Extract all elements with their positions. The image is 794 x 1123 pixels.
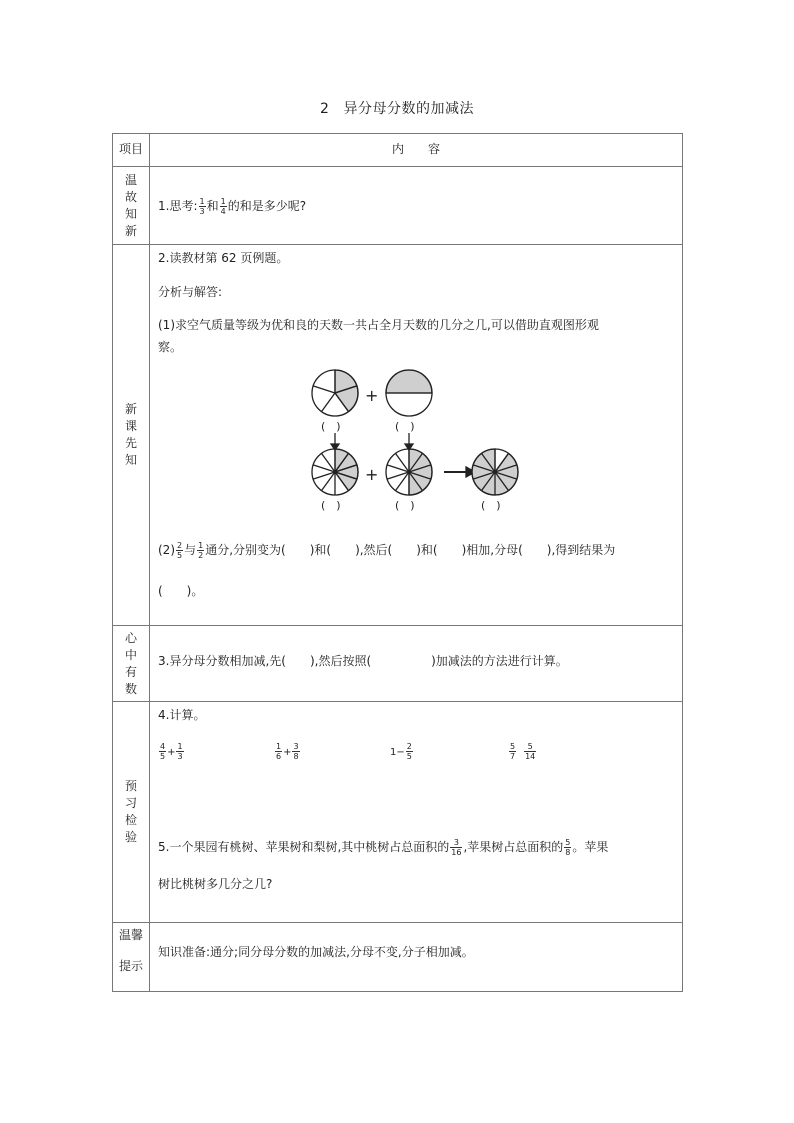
calc-item-1 [158,742,185,761]
question-4: 4.计算。 [158,708,206,722]
label-char: 预 [124,779,137,793]
p2-text-mid: 与 [184,543,197,557]
p2-text-a: (2) [158,543,175,557]
question-5-line-2: 树比桃树多几分之几? [158,877,273,891]
title-text: 异分母分数的加减法 [343,101,474,117]
fraction [197,541,204,560]
fraction-numerator: 1 [177,742,183,751]
operator: 1− [390,747,405,758]
content-preview [150,245,683,626]
plus-sign: + [365,465,379,484]
row-mind [113,626,683,702]
analysis-heading: 分析与解答: [158,285,223,299]
fraction [564,838,571,857]
fraction [199,197,206,216]
fraction-numerator: 3 [293,742,299,751]
fraction [220,197,227,216]
fraction [509,742,516,761]
label-char: 有 [124,664,137,679]
pie-halves [386,370,432,416]
fraction-denominator: 3 [177,752,183,761]
label-char: 知 [124,453,137,467]
label-char: 温馨 [118,928,143,942]
row-tip [113,923,683,992]
label-char: 先 [124,436,137,450]
label-check [113,702,150,923]
title-number: 2 [320,101,330,117]
row-review [113,167,683,245]
fraction-numerator: 5 [524,742,536,752]
label-preview [113,245,150,626]
header-col1-text: 项目 [118,142,143,156]
fraction [159,742,166,761]
blank-paren: ( ) [395,420,415,433]
label-char: 中 [124,647,137,662]
operator: + [283,747,292,758]
fraction-denominator: 14 [525,752,536,761]
operator: + [167,747,176,758]
page-title [0,98,794,118]
question-3: 3.异分母分数相加减,先( ),然后按照( )加减法的方法进行计算。 [158,654,568,668]
fraction [275,742,282,761]
fraction-denominator: 3 [199,207,205,216]
calc-item-4 [508,742,537,761]
tip-text: 知识准备:通分;同分母分数的加减法,分母不变,分子相加减。 [158,945,474,959]
pie-tenths-b [386,449,432,495]
fraction-numerator: 5 [510,742,516,751]
header-row [113,134,683,167]
calc-item-2 [274,742,301,761]
part-2-line-1 [158,541,615,560]
label-char: 验 [124,830,137,844]
label-char: 课 [124,419,137,433]
label-char: 习 [124,796,137,810]
label-char: 知 [124,206,137,221]
row-preview [113,245,683,626]
blank-paren: ( ) [321,420,341,433]
q5-text-mid: ,苹果树占总面积的 [463,840,564,854]
fraction-numerator: 5 [565,838,571,847]
label-char: 温 [124,172,137,187]
fraction-denominator: 7 [510,752,516,761]
q1-text-mid: 和 [206,199,219,213]
fraction [450,838,462,857]
calc-item-3 [390,742,414,761]
fraction-numerator: 1 [220,197,226,206]
fraction-numerator: 1 [199,197,205,206]
fraction-denominator: 16 [451,848,462,857]
label-char: 数 [124,681,137,696]
question-2: 2.读教材第 62 页例题。 [158,251,289,265]
fraction-denominator: 5 [177,551,183,560]
fraction-denominator: 6 [276,752,282,761]
label-tip [113,923,150,992]
q1-text-b: 的和是多少呢? [227,199,307,213]
fraction-denominator: 8 [293,752,299,761]
fraction-numerator: 3 [450,838,462,848]
content-tip [150,923,683,992]
pie-fifths [312,370,358,416]
content-mind [150,626,683,702]
label-char: 故 [124,189,137,204]
worksheet-table [112,133,683,992]
fraction-numerator: 1 [276,742,282,751]
fraction [524,742,536,761]
blank-paren: ( ) [481,499,501,512]
label-char: 检 [124,813,137,827]
label-char: 新 [124,223,137,238]
fraction [292,742,299,761]
plus-sign: + [365,386,379,405]
question-1 [158,197,306,216]
content-check [150,702,683,923]
fraction [406,742,413,761]
p2-text-b: 通分,分别变为( )和( ),然后( )和( )相加,分母( ),得到结果为 [205,543,616,557]
label-char: 新 [124,402,137,416]
pie-tenths-a [312,449,358,495]
fraction-denominator: 8 [565,848,571,857]
fraction-numerator: 2 [177,541,183,550]
label-review [113,167,150,245]
blank-paren: ( ) [395,499,415,512]
part-1-line-2: 察。 [158,340,183,354]
fraction [176,742,183,761]
q1-text-a: 1.思考: [158,199,198,213]
content-review [150,167,683,245]
fraction-denominator: 5 [160,752,166,761]
label-char: 提示 [118,959,143,973]
blank-paren: ( ) [321,499,341,512]
header-col1 [113,134,150,167]
part-1-line-1: (1)求空气质量等级为优和良的天数一共占全月天数的几分之几,可以借助直观图形观 [158,318,599,332]
fraction-denominator: 2 [198,551,204,560]
label-mind [113,626,150,702]
header-col2-text: 内 容 [391,142,440,156]
fraction-numerator: 4 [160,742,166,751]
label-char: 心 [124,630,137,645]
fraction-numerator: 1 [198,541,204,550]
fraction-denominator: 4 [220,207,226,216]
pie-diagram [150,245,683,625]
pie-tenths-c [472,449,518,495]
fraction [176,541,183,560]
header-col2 [150,134,683,167]
question-5-line-1 [158,838,608,857]
q5-text-a: 5.一个果园有桃树、苹果树和梨树,其中桃树占总面积的 [158,840,450,854]
fraction-numerator: 2 [406,742,412,751]
row-check [113,702,683,923]
part-2-line-2: ( )。 [158,584,204,598]
fraction-denominator: 5 [406,752,412,761]
q5-text-b: 。苹果 [572,840,609,854]
